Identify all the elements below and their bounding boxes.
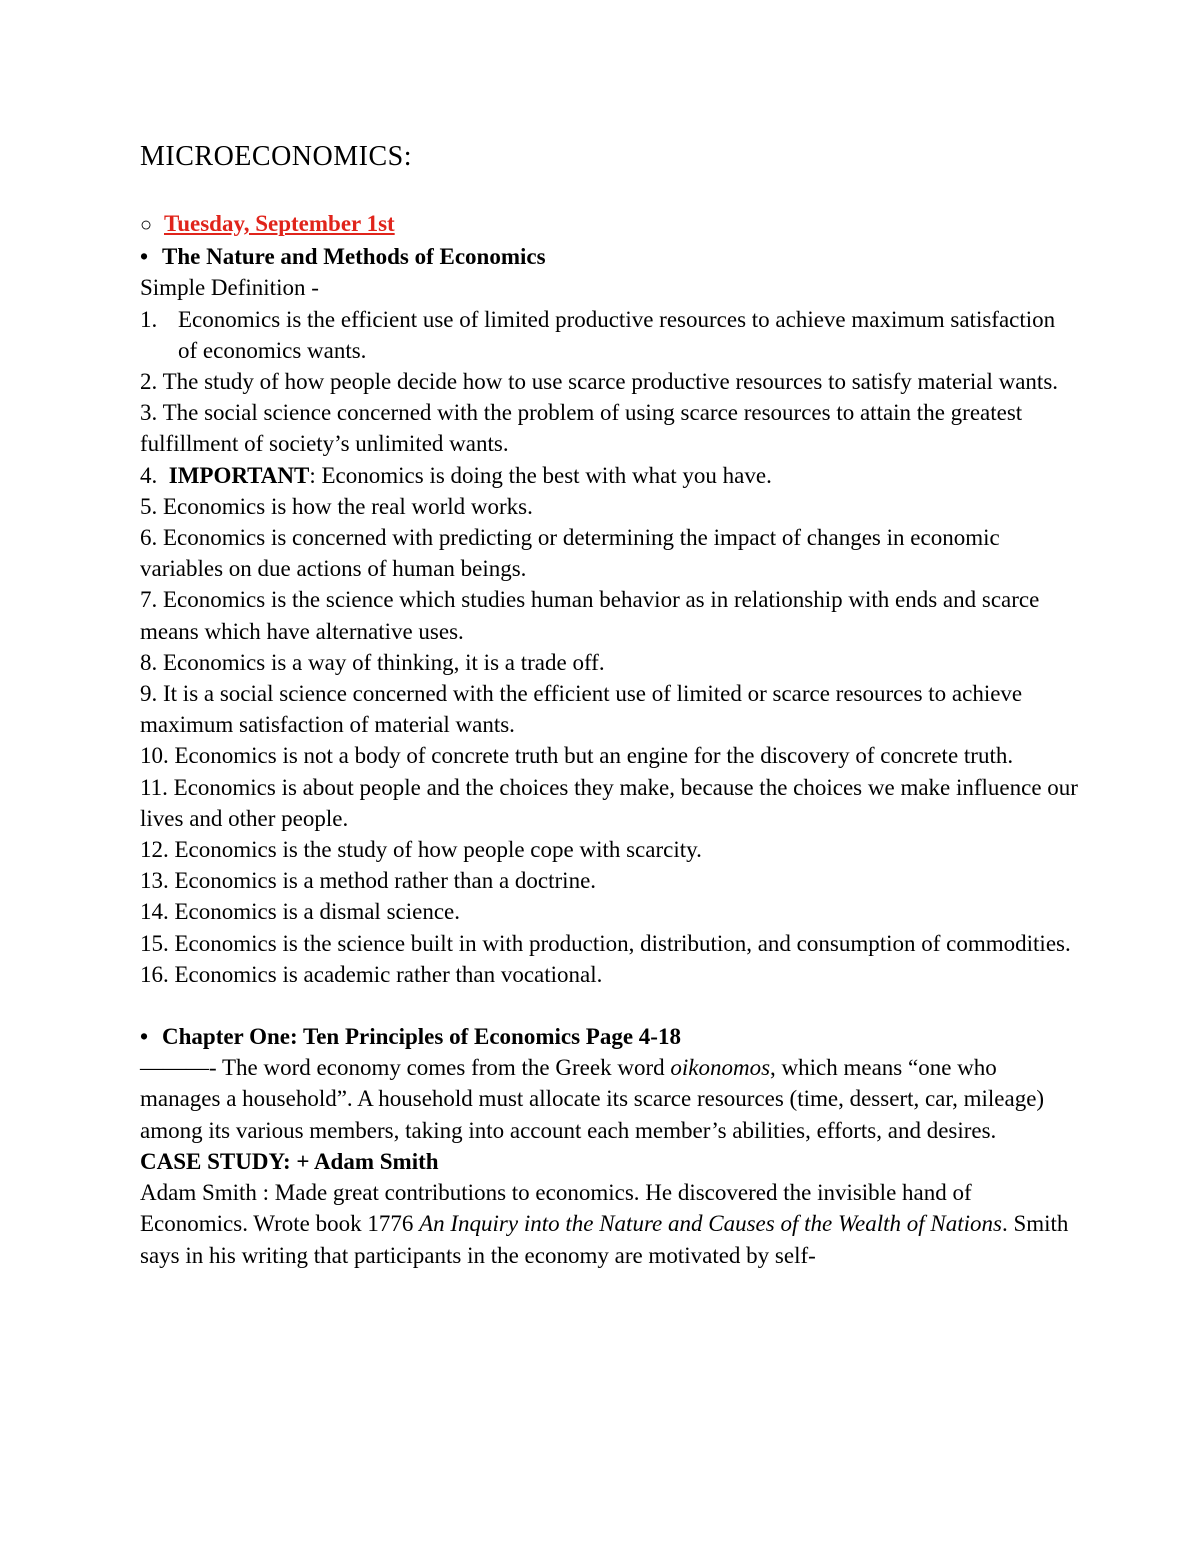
bullet-icon: • bbox=[140, 1024, 149, 1050]
section-heading-text: Chapter One: Ten Principles of Economics Page 4-18 bbox=[162, 1024, 681, 1050]
section-heading-chapter-one bbox=[140, 1021, 1080, 1052]
definition-item-5: 5. Economics is how the real world works. bbox=[140, 493, 533, 519]
definition-item-7: 7. Economics is the science which studies human behavior as in relationship with ends and scarce means which have alternative uses. bbox=[140, 587, 1040, 644]
definition-number: 1. bbox=[140, 306, 158, 332]
case-study-heading bbox=[140, 1146, 1080, 1177]
page-title: MICROECONOMICS: bbox=[140, 141, 412, 172]
date-heading-text: Tuesday, September 1st bbox=[164, 211, 395, 236]
definition-item-14: 14. Economics is a dismal science. bbox=[140, 899, 461, 925]
section-heading-text: The Nature and Methods of Economics bbox=[162, 244, 546, 270]
document-content bbox=[140, 140, 1080, 1271]
case-study-heading-text: CASE STUDY: + Adam Smith bbox=[140, 1148, 439, 1174]
paragraph-text: Adam Smith : Made great contributions to economics. He discovered the invisible hand of Economics. Wrote book 1776 bbox=[140, 1180, 972, 1237]
definition-item-12: 12. Economics is the study of how people cope with scarcity. bbox=[140, 837, 702, 863]
economy-etymology-paragraph bbox=[140, 1052, 1080, 1146]
definition-item-9: 9. It is a social science concerned with the efficient use of limited or scarce resources to achieve maximum satisfaction of material wants. bbox=[140, 681, 1023, 738]
definition-item-8: 8. Economics is a way of thinking, it is a trade off. bbox=[140, 649, 605, 675]
greek-word: oikonomos bbox=[670, 1055, 771, 1081]
definition-item-15: 15. Economics is the science built in with production, distribution, and consumption of commodities. bbox=[140, 930, 1071, 956]
definition-text: Economics is the efficient use of limited productive resources to achieve maximum satisfaction of economics wants. bbox=[178, 306, 1056, 363]
definition-item-2: 2. The study of how people decide how to use scarce productive resources to satisfy material wants. bbox=[140, 369, 1059, 395]
definition-number: 4. bbox=[140, 462, 158, 488]
date-heading bbox=[140, 208, 1080, 241]
definition-item-13: 13. Economics is a method rather than a doctrine. bbox=[140, 868, 597, 894]
definition-item-1 bbox=[140, 304, 1080, 366]
definition-item-16: 16. Economics is academic rather than vocational. bbox=[140, 961, 603, 987]
book-title: An Inquiry into the Nature and Causes of the Wealth of Nations bbox=[419, 1211, 1002, 1237]
definition-item-3: 3. The social science concerned with the problem of using scarce resources to attain the greatest fulfillment of society’s unlimited wants. bbox=[140, 400, 1023, 457]
adam-smith-paragraph bbox=[140, 1177, 1080, 1271]
simple-definition-label: Simple Definition - bbox=[140, 275, 319, 301]
section-heading-nature-methods bbox=[140, 241, 1080, 272]
definition-text: : Economics is doing the best with what you have. bbox=[309, 462, 772, 488]
circle-bullet-icon: ○ bbox=[140, 214, 153, 236]
section-spacer bbox=[140, 990, 1080, 1021]
bullet-icon: • bbox=[140, 244, 149, 270]
paragraph-text: , which means “one who manages a household”. A household must allocate its scarce resources (time, dessert, car, mileage) among its various members, taking into account each member’s abilities, efforts, and desires. bbox=[140, 1055, 1045, 1143]
paragraph-text: ———- The word economy comes from the Greek word bbox=[140, 1055, 671, 1081]
important-label: IMPORTANT bbox=[168, 462, 310, 488]
definition-item-6: 6. Economics is concerned with predicting or determining the impact of changes in economic variables on due actions of human beings. bbox=[140, 525, 1000, 582]
paragraph-text: . Smith says in his writing that participants in the economy are motivated by self- bbox=[140, 1211, 1069, 1268]
definition-item-11: 11. Economics is about people and the choices they make, because the choices we make influence our lives and other people. bbox=[140, 774, 1078, 831]
definition-item-10: 10. Economics is not a body of concrete truth but an engine for the discovery of concrete truth. bbox=[140, 743, 1014, 769]
definition-item-4 bbox=[140, 460, 1080, 491]
